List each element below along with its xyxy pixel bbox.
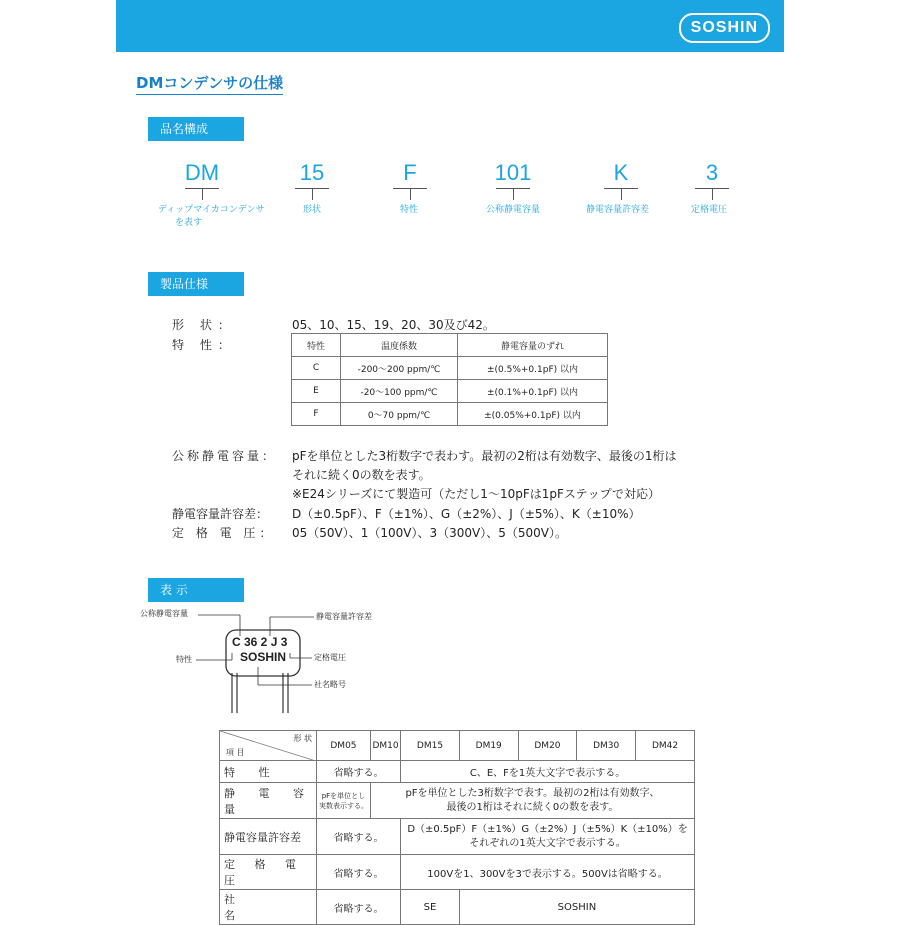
model-header: DM19 bbox=[459, 731, 518, 761]
corner-bottom: 項 目 bbox=[226, 748, 245, 757]
label-capacitance: 公称静電容量 bbox=[486, 205, 541, 215]
row-label: 特 性 bbox=[220, 761, 317, 783]
connector bbox=[513, 188, 514, 200]
cell: ±(0.05%+0.1pF) 以内 bbox=[458, 403, 608, 426]
cell-line: 実数表示する。 bbox=[318, 801, 368, 810]
cell-line: pFを単位とし bbox=[321, 791, 366, 800]
cell: 省略する。 bbox=[317, 819, 401, 855]
table-row bbox=[220, 855, 695, 890]
cell bbox=[401, 819, 695, 855]
table-row bbox=[292, 380, 608, 403]
code-tolerance: K bbox=[613, 160, 629, 185]
cell: C bbox=[292, 357, 341, 380]
shape-value: 05、10、15、19、20、30及び42。 bbox=[292, 318, 495, 332]
th-cap-drift: 静電容量のずれ bbox=[458, 334, 608, 357]
shape-label: 形 状： bbox=[172, 318, 236, 332]
row-label: 静電容量許容差 bbox=[220, 819, 317, 855]
cell-line: D（±0.5pF）F（±1%）G（±2%）J（±5%）K（±10%）を bbox=[407, 823, 688, 835]
characteristic-table bbox=[291, 333, 608, 426]
marking-diagram bbox=[140, 605, 400, 720]
table-header-row bbox=[220, 731, 695, 761]
code-shape: 15 bbox=[299, 160, 325, 185]
cell: SE bbox=[401, 890, 460, 925]
label-shape: 形状 bbox=[303, 205, 322, 215]
model-header: DM05 bbox=[317, 731, 371, 761]
model-header: DM15 bbox=[401, 731, 460, 761]
tolerance-label: 静電容量許容差： bbox=[172, 507, 269, 521]
capacitance-line1: pFを単位とした3桁数字で表わす。最初の2桁は有効数字、最後の1桁は bbox=[292, 449, 677, 463]
cell: F bbox=[292, 403, 341, 426]
model-header: DM10 bbox=[370, 731, 400, 761]
model-header: DM30 bbox=[577, 731, 636, 761]
row-label: 社 名 bbox=[220, 890, 317, 925]
cell: C、E、Fを1英大文字で表示する。 bbox=[401, 761, 695, 783]
code-dm: DM bbox=[184, 160, 220, 185]
model-header: DM42 bbox=[636, 731, 695, 761]
label-voltage: 定格電圧 bbox=[691, 205, 728, 215]
marking-line2: SOSHIN bbox=[240, 650, 287, 664]
model-header: DM20 bbox=[518, 731, 577, 761]
callout-company: 社名略号 bbox=[314, 680, 346, 689]
capacitance-note: ※E24シリーズにて製造可（ただし1〜10pFは1pFステップで対応） bbox=[292, 487, 661, 501]
code-voltage: 3 bbox=[705, 160, 719, 185]
connector bbox=[410, 188, 411, 200]
marking-line1: C 36 2 J 3 bbox=[232, 635, 288, 649]
cell: -200〜200 ppm/℃ bbox=[341, 357, 458, 380]
connector bbox=[202, 188, 203, 200]
table-row bbox=[220, 761, 695, 783]
connector bbox=[312, 188, 313, 200]
table-row bbox=[292, 357, 608, 380]
code-characteristic: F bbox=[403, 160, 417, 185]
callout-tolerance: 静電容量許容差 bbox=[316, 612, 372, 621]
soshin-logo: SOSHIN bbox=[679, 13, 770, 43]
connector bbox=[712, 188, 713, 200]
callout-voltage: 定格電圧 bbox=[314, 653, 346, 662]
section-tag-part-number: 品名構成 bbox=[148, 117, 244, 141]
cell bbox=[317, 783, 371, 819]
cell-line: それぞれの1英大文字で表示する。 bbox=[469, 837, 626, 849]
table-row bbox=[220, 890, 695, 925]
marking-rules-table bbox=[219, 730, 695, 925]
callout-characteristic: 特性 bbox=[176, 655, 192, 664]
row-label: 静 電 容 量 bbox=[220, 783, 317, 819]
header-banner bbox=[116, 0, 784, 52]
table-row bbox=[220, 819, 695, 855]
section-tag-marking: 表 示 bbox=[148, 578, 244, 602]
th-characteristic: 特性 bbox=[292, 334, 341, 357]
cell: SOSHIN bbox=[459, 890, 694, 925]
connector bbox=[621, 188, 622, 200]
cell-line: 最後の1桁はそれに続く0の数を表す。 bbox=[446, 801, 619, 813]
cell: 省略する。 bbox=[317, 890, 401, 925]
corner-cell bbox=[220, 731, 317, 761]
part-number-breakdown bbox=[158, 160, 750, 240]
section-tag-specs: 製品仕様 bbox=[148, 272, 244, 296]
tolerance-value: D（±0.5pF）、F（±1%）、G（±2%）、J（±5%）、K（±10%） bbox=[292, 507, 641, 521]
callout-capacitance: 公称静電容量 bbox=[140, 609, 188, 618]
table-header-row bbox=[292, 334, 608, 357]
voltage-label: 定 格 電 圧： bbox=[172, 526, 276, 540]
cell bbox=[370, 783, 694, 819]
cell: ±(0.5%+0.1pF) 以内 bbox=[458, 357, 608, 380]
cell: 0〜70 ppm/℃ bbox=[341, 403, 458, 426]
cell: 省略する。 bbox=[317, 855, 401, 890]
cell: E bbox=[292, 380, 341, 403]
corner-top: 形 状 bbox=[293, 734, 312, 743]
label-characteristic: 特性 bbox=[400, 205, 419, 215]
voltage-value: 05（50V）、1（100V）、3（300V）、5（500V）。 bbox=[292, 526, 567, 540]
cell: -20〜100 ppm/℃ bbox=[341, 380, 458, 403]
capacitance-label: 公称静電容量： bbox=[172, 449, 278, 463]
capacitance-line2: それに続く0の数を表す。 bbox=[292, 468, 431, 482]
label-tolerance: 静電容量許容差 bbox=[586, 205, 650, 215]
label-dm bbox=[158, 204, 265, 230]
code-capacitance: 101 bbox=[494, 160, 532, 185]
characteristic-label: 特 性： bbox=[172, 338, 236, 352]
page-title: DMコンデンサの仕様 bbox=[136, 72, 283, 95]
label-dm-line2: を表す bbox=[175, 218, 203, 228]
cell-line: pFを単位とした3桁数字で表す。最初の2桁は有効数字、 bbox=[405, 787, 660, 799]
cell: 省略する。 bbox=[317, 761, 401, 783]
cell: ±(0.1%+0.1pF) 以内 bbox=[458, 380, 608, 403]
row-label: 定 格 電 圧 bbox=[220, 855, 317, 890]
table-row bbox=[292, 403, 608, 426]
table-row bbox=[220, 783, 695, 819]
label-dm-line1: ディップマイカコンデンサ bbox=[158, 205, 265, 215]
th-temp-coeff: 温度係数 bbox=[341, 334, 458, 357]
cell: 100Vを1、300Vを3で表示する。500Vは省略する。 bbox=[401, 855, 695, 890]
